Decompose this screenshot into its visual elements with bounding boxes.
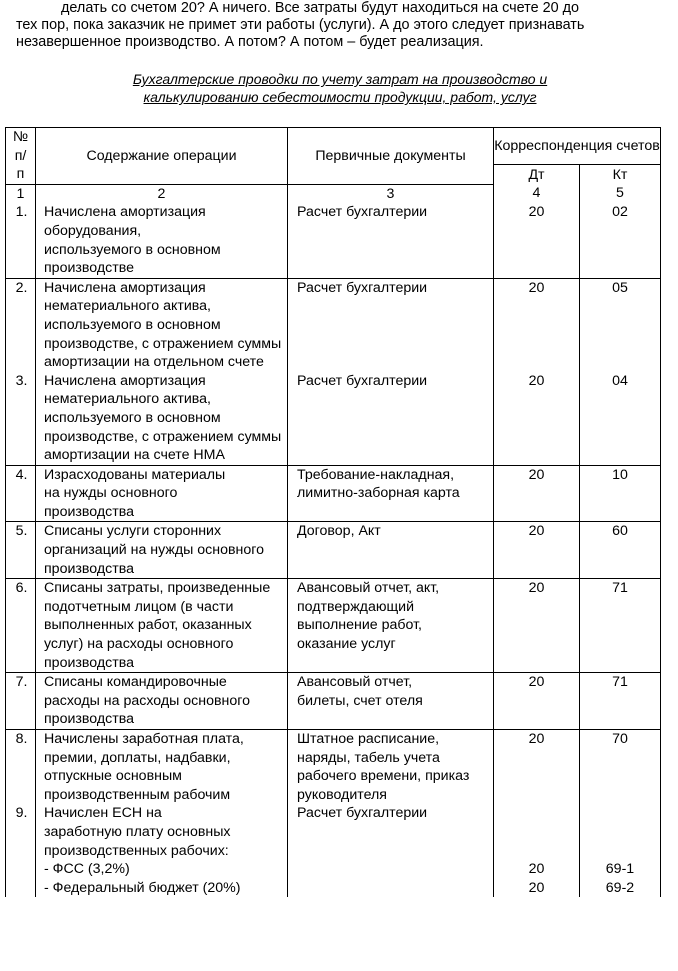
row-documents: Договор, Акт bbox=[288, 522, 494, 579]
table-row bbox=[6, 465, 661, 522]
row-dt: 20 bbox=[494, 465, 580, 522]
header-number: № п/ п bbox=[6, 128, 36, 185]
row-content: Начислена амортизация нематериального актива, используемого в основном производстве, с отражением суммы амортизации на счете НМА bbox=[36, 372, 288, 465]
header-correspondence: Корреспонденция счетов bbox=[494, 128, 661, 165]
row-dt: 20 bbox=[494, 278, 580, 371]
header-dt: Дт bbox=[494, 165, 580, 184]
row-dt: 20 bbox=[494, 522, 580, 579]
row-kt: 02 bbox=[580, 203, 661, 278]
column-number: 1 bbox=[6, 184, 36, 203]
table-row bbox=[6, 730, 661, 805]
table-row bbox=[6, 673, 661, 730]
postings-table bbox=[5, 127, 661, 897]
table-row bbox=[6, 804, 661, 897]
row-kt: 05 bbox=[580, 278, 661, 371]
row-documents: Авансовый отчет, билеты, счет отеля bbox=[288, 673, 494, 730]
column-number: 3 bbox=[288, 184, 494, 203]
row-content: Начислена амортизация оборудования, используемого в основном производстве bbox=[36, 203, 288, 278]
row-content-main: Начислен ЕСН на заработную плату основных производственных рабочих: bbox=[44, 805, 231, 859]
row-number: 6. bbox=[6, 579, 36, 673]
sub-item-dt: 20 bbox=[528, 861, 545, 878]
row-documents: Расчет бухгалтерии bbox=[288, 372, 494, 465]
header-content: Содержание операции bbox=[36, 128, 288, 185]
row-number: 7. bbox=[6, 673, 36, 730]
intro-line-3: незавершенное производство. А потом? А потом – будет реализация. bbox=[16, 34, 484, 51]
intro-paragraph bbox=[16, 0, 666, 52]
row-documents: Расчет бухгалтерии bbox=[288, 804, 494, 897]
intro-line-2: тех пор, пока заказчик не примет эти работы (услуги). А до этого следует признавать bbox=[16, 17, 585, 34]
sub-item-label: - ФСС (3,2%) bbox=[44, 861, 130, 878]
table-heading bbox=[40, 70, 640, 106]
row-kt bbox=[580, 804, 661, 897]
row-dt: 20 bbox=[494, 579, 580, 673]
heading-line-2: калькулированию себестоимости продукции, работ, услуг bbox=[143, 89, 537, 105]
row-dt: 20 bbox=[494, 730, 580, 805]
header-documents: Первичные документы bbox=[288, 128, 494, 185]
row-kt: 04 bbox=[580, 372, 661, 465]
row-content: Начислены заработная плата, премии, доплаты, надбавки, отпускные основным производственным рабочим bbox=[36, 730, 288, 805]
header-kt: Кт bbox=[580, 165, 661, 184]
sub-item-label: - Федеральный бюджет (20%) bbox=[44, 879, 241, 896]
sub-item-kt: 69-1 bbox=[605, 861, 635, 878]
row-dt: 20 bbox=[494, 372, 580, 465]
row-kt: 70 bbox=[580, 730, 661, 805]
column-number-row bbox=[6, 184, 661, 203]
column-number: 5 bbox=[580, 184, 661, 203]
row-documents: Авансовый отчет, акт, подтверждающий выполнение работ, оказание услуг bbox=[288, 579, 494, 673]
sub-item-kt: 69-2 bbox=[605, 879, 635, 896]
row-kt: 71 bbox=[580, 673, 661, 730]
row-number: 4. bbox=[6, 465, 36, 522]
row-kt: 71 bbox=[580, 579, 661, 673]
row-content: Начислена амортизация нематериального актива, используемого в основном производстве, с отражением суммы амортизации на отдельном счете bbox=[36, 278, 288, 371]
sub-item-dt: 20 bbox=[528, 879, 545, 896]
row-content: Списаны командировочные расходы на расходы основного производства bbox=[36, 673, 288, 730]
row-number: 8. bbox=[6, 730, 36, 805]
intro-line-1: делать со счетом 20? А ничего. Все затраты будут находиться на счете 20 до bbox=[61, 0, 579, 16]
row-kt: 60 bbox=[580, 522, 661, 579]
row-dt: 20 bbox=[494, 673, 580, 730]
row-documents: Требование-накладная, лимитно-заборная карта bbox=[288, 465, 494, 522]
row-number: 2. bbox=[6, 278, 36, 371]
table-row bbox=[6, 579, 661, 673]
row-documents: Расчет бухгалтерии bbox=[288, 203, 494, 278]
heading-line-1: Бухгалтерские проводки по учету затрат на производство и bbox=[132, 71, 548, 87]
row-kt: 10 bbox=[580, 465, 661, 522]
row-content: Списаны услуги сторонних организаций на нужды основного производства bbox=[36, 522, 288, 579]
row-documents: Штатное расписание, наряды, табель учета рабочего времени, приказ руководителя bbox=[288, 730, 494, 805]
table-row bbox=[6, 372, 661, 465]
row-content: Израсходованы материалы на нужды основного производства bbox=[36, 465, 288, 522]
row-number: 3. bbox=[6, 372, 36, 465]
row-dt: 20 bbox=[494, 203, 580, 278]
column-number: 2 bbox=[36, 184, 288, 203]
row-content: Списаны затраты, произведенные подотчетным лицом (в части выполненных работ, оказанных услуг) на расходы основного производства bbox=[36, 579, 288, 673]
row-number: 9. bbox=[6, 804, 36, 897]
row-documents: Расчет бухгалтерии bbox=[288, 278, 494, 371]
table-row bbox=[6, 278, 661, 371]
row-number: 5. bbox=[6, 522, 36, 579]
column-number: 4 bbox=[494, 184, 580, 203]
row-number: 1. bbox=[6, 203, 36, 278]
row-dt bbox=[494, 804, 580, 897]
table-row bbox=[6, 522, 661, 579]
row-content bbox=[36, 804, 288, 897]
table-row bbox=[6, 203, 661, 278]
